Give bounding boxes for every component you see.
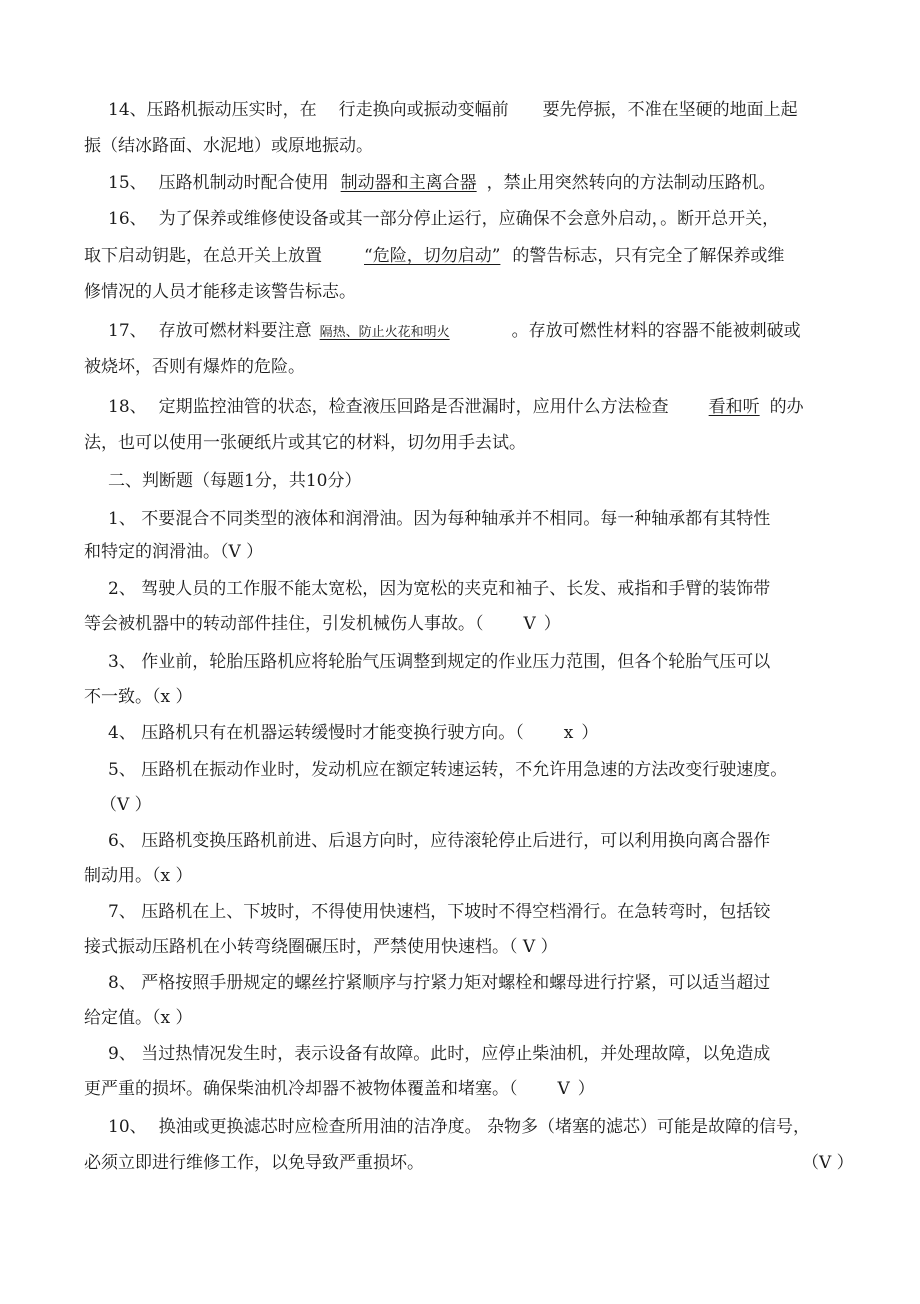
judge-q2-line1: 2、 驾驶人员的工作服不能太宽松，因为宽松的夹克和袖子、长发、戒指和手臂的装饰带 (108, 579, 771, 599)
q2-text: 等会被机器中的转动部件挂住，引发机械伤人事故。（ (84, 614, 484, 634)
q14-number: 14、 (108, 100, 147, 120)
q10-text-b: 必须立即进行维修工作，以免导致严重损坏。 (84, 1153, 424, 1173)
judge-q7-line1: 7、 压路机在上、下坡时，不得使用快速档，下坡时不得空档滑行。在急转弯时，包括铰 (108, 902, 771, 922)
fill-q14-line1 (108, 99, 848, 121)
judge-q5-line1: 5、 压路机在振动作业时，发动机应在额定转速运转，不允许用急速的方法改变行驶速度。 (108, 760, 788, 780)
judge-q5-line2: （V ） (100, 795, 152, 815)
fill-q16-line1 (108, 208, 848, 230)
judge-q8-line1: 8、 严格按照手册规定的螺丝拧紧顺序与拧紧力矩对螺栓和螺母进行拧紧，可以适当超过 (108, 973, 771, 993)
judge-q2-line2 (84, 613, 824, 635)
fill-q18-line2: 法，也可以使用一张硬纸片或其它的材料，切勿用手去试。 (84, 433, 526, 453)
q17-text-b: 。存放可燃性材料的容器不能被刺破或 (511, 321, 801, 341)
q18-text-b: 的办 (769, 397, 804, 417)
q4-text: 4、 压路机只有在机器运转缓慢时才能变换行驶方向。（ (108, 723, 524, 743)
q9-answer: V (557, 1079, 570, 1099)
section-2-title: 二、判断题（每题1分，共10分） (108, 471, 362, 491)
q16-answer: “危险，切勿启动” (364, 246, 501, 266)
judge-q3-line1: 3、 作业前，轮胎压路机应将轮胎气压调整到规定的作业压力范围，但各个轮胎气压可以 (108, 652, 771, 672)
q17-number: 17、 (108, 321, 147, 341)
q9-text: 更严重的损坏。确保柴油机冷却器不被物体覆盖和堵塞。（ (84, 1079, 518, 1099)
judge-q7-line2: 接式振动压路机在小转弯绕圈碾压时，严禁使用快速档。（ V ） (84, 937, 558, 957)
judge-q1-line2: 和特定的润滑油。（V ） (84, 542, 264, 562)
q15-answer: 制动器和主离合器 (340, 173, 477, 193)
judge-q4-line1 (108, 722, 848, 744)
q2-answer: V (523, 614, 536, 634)
q14-text-a: 压路机振动压实时，在 (146, 100, 317, 120)
judge-q8-line2: 给定值。（x ） (84, 1008, 193, 1028)
q9-close: ） (577, 1079, 595, 1099)
q18-answer: 看和听 (708, 397, 760, 417)
q10-answer: （V ） (802, 1153, 854, 1173)
q17-text-a: 存放可燃材料要注意 (158, 321, 312, 341)
fill-q15-line1 (108, 172, 848, 194)
q17-answer: 隔热、防止火花和明火 (319, 325, 450, 340)
judge-q9-line2 (84, 1078, 824, 1100)
q18-number: 18、 (108, 397, 147, 417)
judge-q6-line1: 6、 压路机变换压路机前进、后退方向时，应待滚轮停止后进行，可以利用换向离合器作 (108, 831, 771, 851)
q16-text-b: 取下启动钥匙，在总开关上放置 (84, 246, 322, 266)
fill-q16-line3: 修情况的人员才能移走该警告标志。 (84, 282, 356, 302)
q15-text-b: ，禁止用突然转向的方法制动压路机。 (486, 173, 776, 193)
fill-q16-line2 (84, 245, 824, 267)
q4-close: ） (581, 723, 599, 743)
q16-text-a: 为了保养或维修使设备或其一部分停止运行，应确保不会意外启动，。断开总开关， (158, 209, 780, 229)
q16-text-c: 的警告标志，只有完全了解保养或维 (512, 246, 785, 266)
q10-text-a: 换油或更换滤芯时应检查所用油的洁净度。 杂物多（堵塞的滤芯）可能是故障的信号， (158, 1117, 811, 1137)
judge-q3-line2: 不一致。（x ） (84, 687, 193, 707)
fill-q17-line1 (108, 320, 848, 344)
judge-q6-line2: 制动用。（x ） (84, 866, 193, 886)
q10-number: 10、 (108, 1117, 147, 1137)
q4-answer: x (563, 723, 574, 743)
q18-text-a: 定期监控油管的状态，检查液压回路是否泄漏时，应用什么方法检查 (158, 397, 669, 417)
fill-q14-line2: 振（结冰路面、水泥地）或原地振动。 (84, 136, 373, 156)
q2-close: ） (543, 614, 561, 634)
judge-q9-line1: 9、 当过热情况发生时，表示设备有故障。此时，应停止柴油机，并处理故障，以免造成 (108, 1044, 771, 1064)
q14-text-b: 要先停振，不准在坚硬的地面上起 (542, 100, 798, 120)
q15-text-a: 压路机制动时配合使用 (158, 173, 329, 193)
judge-q1-line1: 1、 不要混合不同类型的液体和润滑油。因为每种轴承并不相同。每一种轴承都有其特性 (108, 509, 771, 529)
judge-q10-line1 (108, 1116, 848, 1138)
q16-number: 16、 (108, 209, 147, 229)
fill-q18-line1 (108, 396, 848, 418)
q14-answer: 行走换向或振动变幅前 (338, 100, 509, 120)
judge-q10-line2 (84, 1152, 854, 1174)
fill-q17-line2: 被烧坏，否则有爆炸的危险。 (84, 357, 305, 377)
q15-number: 15、 (108, 173, 147, 193)
